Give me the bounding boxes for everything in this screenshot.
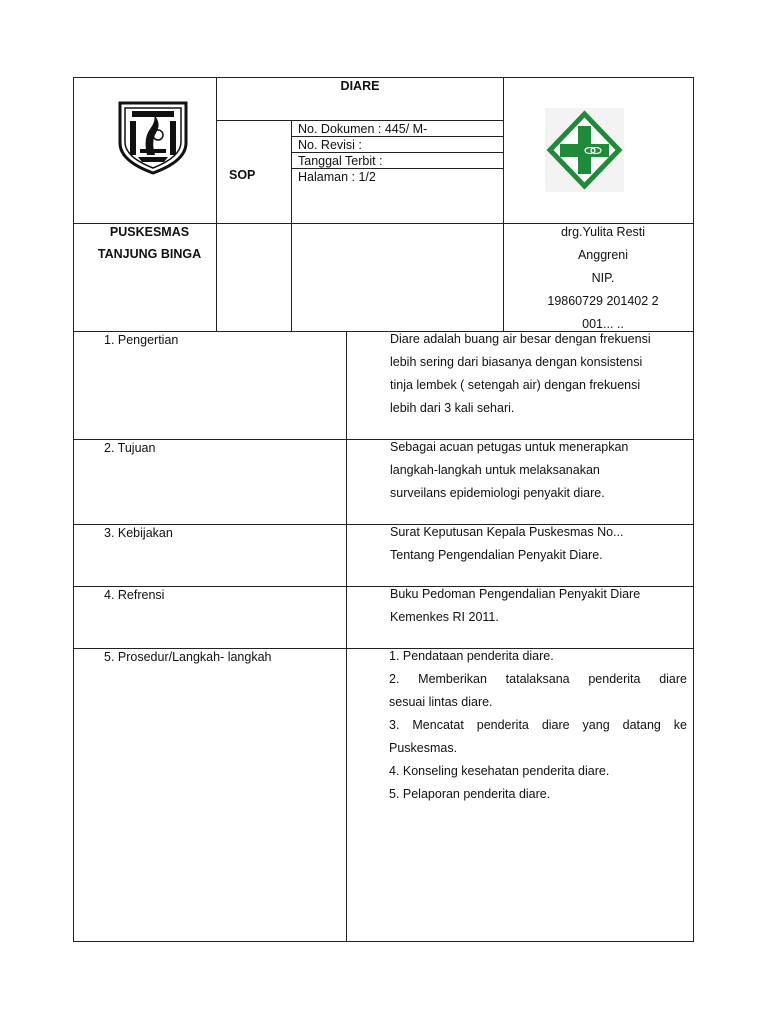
section-label-kebijakan: 3. Kebijakan [104,526,173,540]
text-line: Kemenkes RI 2011. [390,610,499,624]
table-border-bottom [73,941,694,942]
text-line: Sebagai acuan petugas untuk menerapkan [390,440,629,454]
section-text-kebijakan [390,521,687,567]
text-line: lebih dari 3 kali sehari. [390,401,515,415]
section-label-prosedur: 5. Prosedur/Langkah- langkah [104,650,272,664]
procedure-steps [389,645,687,806]
org-name-line-1: PUSKESMAS [109,225,190,239]
text-line: Buku Pedoman Pengendalian Penyakit Diare [390,587,641,601]
text-line: langkah-langkah untuk melaksanakan [390,463,600,477]
list-item: sesuai lintas diare. [389,695,493,709]
body-divider [346,331,347,942]
section-text-refrensi [390,583,687,629]
text-line: tinja lembek ( setengah air) dengan frekuensi [390,378,641,392]
signer-name-line-1: drg.Yulita Resti [560,225,646,239]
list-item: 1. Pendataan penderita diare. [389,649,554,663]
document-title: DIARE [340,79,380,93]
section-text-pengertian [390,328,687,420]
text-line: Tentang Pengendalian Penyakit Diare. [390,548,603,562]
text-line: Diare adalah buang air besar dengan frekuensi [390,332,651,346]
text-line: lebih sering dari biasanya dengan konsistensi [390,355,643,369]
list-item: 5. Pelaporan penderita diare. [389,787,551,801]
meta-halaman: Halaman : 1/2 [298,170,376,184]
section-text-tujuan [390,436,687,505]
list-item: 4. Konseling kesehatan penderita diare. [389,764,610,778]
text-line: surveilans epidemiologi penyakit diare. [390,486,605,500]
signer-name-line-2: Anggreni [577,248,629,262]
signer-nip-label: NIP. [591,271,615,285]
meta-no-dokumen: No. Dokumen : 445/ M- [298,122,428,136]
table-border-left [73,77,74,942]
text-line: Surat Keputusan Kepala Puskesmas No... [390,525,624,539]
puskesmas-logo-icon [545,108,624,192]
list-item: Puskesmas. [389,741,458,755]
org-name-line-2: TANJUNG BINGA [97,247,202,261]
header-divider-1 [216,77,217,331]
regional-emblem-icon [118,99,188,175]
list-item: 2. Memberikan tatalaksana penderita diare [389,672,687,686]
table-border-right [693,77,694,942]
document-type: SOP [229,168,256,182]
signer-nip-line-1: 19860729 201402 2 [547,294,659,308]
section-label-tujuan: 2. Tujuan [104,441,156,455]
list-item: 3. Mencatat penderita diare yang datang ke [389,718,687,732]
signer-nip-line-2: 001... .. [582,317,624,331]
section-label-refrensi: 4. Refrensi [104,588,165,602]
section-label-pengertian: 1. Pengertian [104,333,179,347]
meta-tanggal-terbit: Tanggal Terbit : [298,154,383,168]
meta-no-revisi: No. Revisi : [298,138,362,152]
